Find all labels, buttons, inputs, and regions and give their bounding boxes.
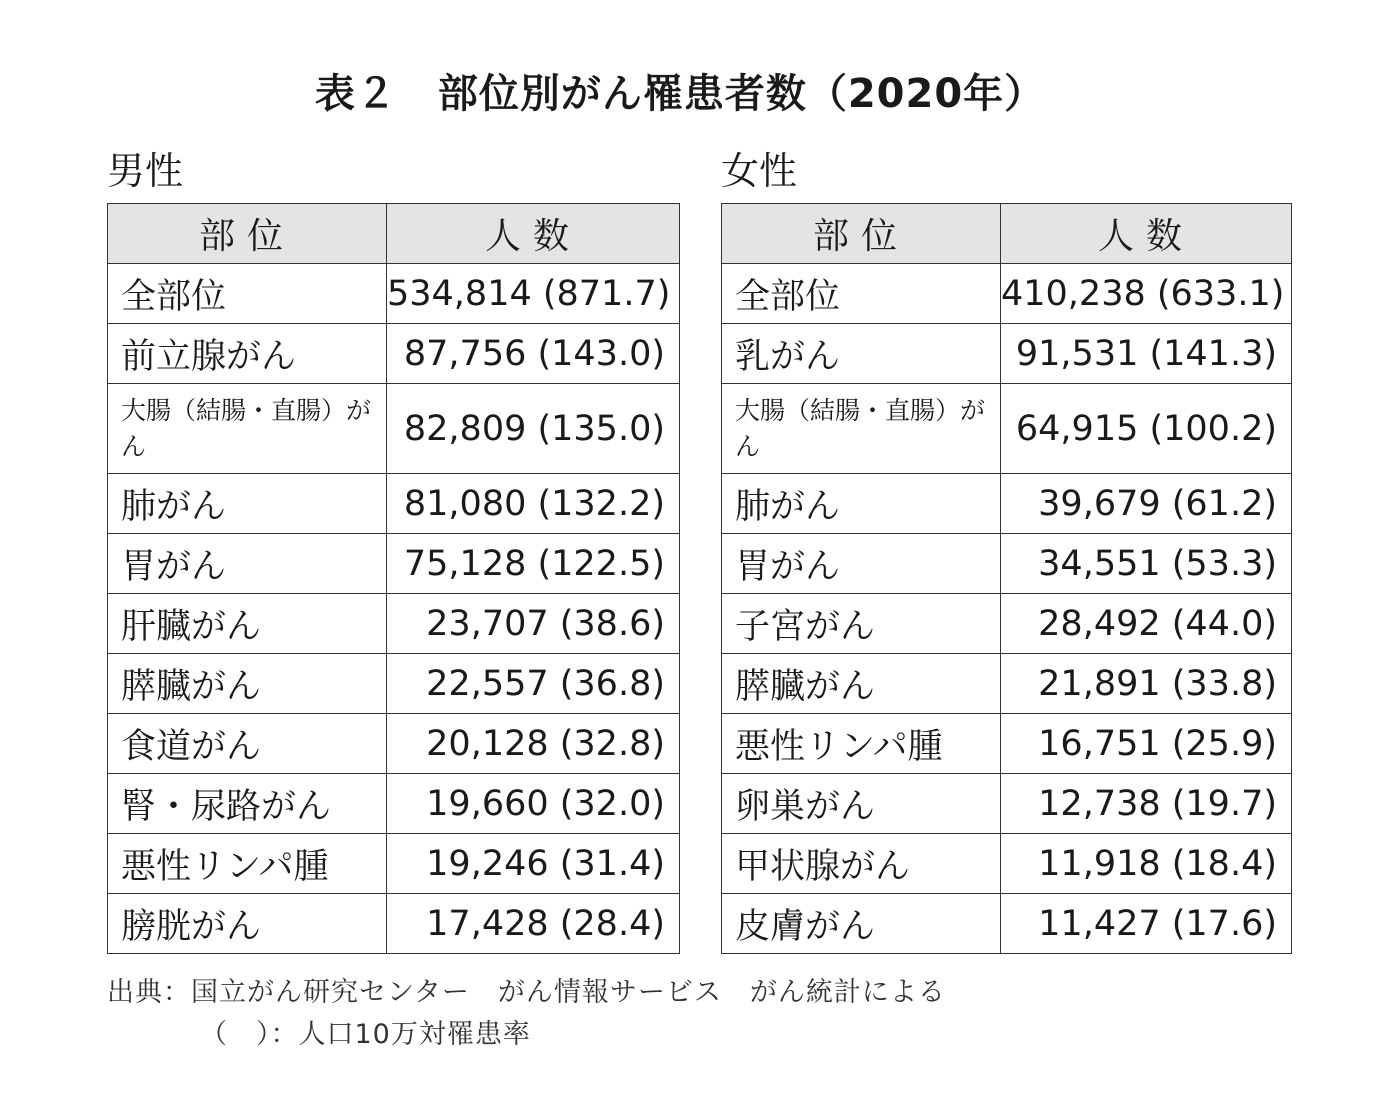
count-cell: 81,080 (132.2)	[387, 474, 680, 534]
site-cell: 食道がん	[108, 714, 387, 774]
count-cell: 410,238 (633.1)	[1001, 264, 1292, 324]
table-row	[108, 324, 680, 384]
count-cell: 19,246 (31.4)	[387, 834, 680, 894]
site-cell: 皮膚がん	[722, 894, 1001, 954]
source-citation: 出典：国立がん研究センター がん情報サービス がん統計による	[107, 977, 946, 1008]
female-table	[721, 203, 1292, 954]
count-cell: 87,756 (143.0)	[387, 324, 680, 384]
count-cell: 17,428 (28.4)	[387, 894, 680, 954]
table-row	[108, 594, 680, 654]
table-row	[108, 264, 680, 324]
site-cell	[722, 384, 1001, 474]
table-row	[722, 834, 1292, 894]
site-cell: 胃がん	[108, 534, 387, 594]
count-cell: 11,918 (18.4)	[1001, 834, 1292, 894]
table-row	[108, 384, 680, 474]
count-cell: 34,551 (53.3)	[1001, 534, 1292, 594]
site-cell: 肺がん	[108, 474, 387, 534]
table-header-row	[108, 204, 680, 264]
table-row	[722, 534, 1292, 594]
table-row	[108, 774, 680, 834]
count-cell: 64,915 (100.2)	[1001, 384, 1292, 474]
count-cell: 23,707 (38.6)	[387, 594, 680, 654]
table-row	[722, 714, 1292, 774]
site-cell: 乳がん	[722, 324, 1001, 384]
site-cell	[108, 384, 387, 474]
count-cell: 91,531 (141.3)	[1001, 324, 1292, 384]
table-row	[108, 714, 680, 774]
site-cell: 膵臓がん	[722, 654, 1001, 714]
count-cell: 19,660 (32.0)	[387, 774, 680, 834]
table-row	[108, 654, 680, 714]
count-cell: 21,891 (33.8)	[1001, 654, 1292, 714]
site-cell: 悪性リンパ腫	[108, 834, 387, 894]
count-cell: 16,751 (25.9)	[1001, 714, 1292, 774]
count-column-header: 人数	[387, 204, 680, 264]
site-cell-text: 大腸（結腸・直腸）がん	[121, 395, 372, 461]
site-cell: 腎・尿路がん	[108, 774, 387, 834]
table-row	[108, 534, 680, 594]
count-cell: 22,557 (36.8)	[387, 654, 680, 714]
site-cell: 肺がん	[722, 474, 1001, 534]
site-cell: 全部位	[722, 264, 1001, 324]
count-cell: 534,814 (871.7)	[387, 264, 680, 324]
male-section-label: 男性	[107, 149, 184, 193]
table-row	[722, 594, 1292, 654]
site-cell: 前立腺がん	[108, 324, 387, 384]
site-cell: 全部位	[108, 264, 387, 324]
table-row	[722, 384, 1292, 474]
table-row	[108, 474, 680, 534]
female-section-label: 女性	[721, 149, 798, 193]
footnote: （ ）：人口10万対罹患率	[200, 1019, 531, 1050]
count-cell: 82,809 (135.0)	[387, 384, 680, 474]
site-cell: 胃がん	[722, 534, 1001, 594]
table-row	[722, 774, 1292, 834]
table-header-row	[722, 204, 1292, 264]
count-cell: 28,492 (44.0)	[1001, 594, 1292, 654]
table-row	[108, 834, 680, 894]
table-row	[722, 324, 1292, 384]
site-column-header: 部位	[722, 204, 1001, 264]
site-cell: 子宮がん	[722, 594, 1001, 654]
male-table	[107, 203, 680, 954]
count-cell: 11,427 (17.6)	[1001, 894, 1292, 954]
site-cell: 甲状腺がん	[722, 834, 1001, 894]
site-cell: 膀胱がん	[108, 894, 387, 954]
count-cell: 12,738 (19.7)	[1001, 774, 1292, 834]
table-row	[722, 654, 1292, 714]
count-cell: 39,679 (61.2)	[1001, 474, 1292, 534]
table-row	[722, 894, 1292, 954]
count-cell: 20,128 (32.8)	[387, 714, 680, 774]
page-title: 表２ 部位別がん罹患者数（2020年）	[314, 71, 1046, 117]
site-cell: 肝臓がん	[108, 594, 387, 654]
count-cell: 75,128 (122.5)	[387, 534, 680, 594]
site-cell: 膵臓がん	[108, 654, 387, 714]
count-column-header: 人数	[1001, 204, 1292, 264]
site-column-header: 部位	[108, 204, 387, 264]
table-row	[722, 264, 1292, 324]
site-cell: 悪性リンパ腫	[722, 714, 1001, 774]
table-row	[722, 474, 1292, 534]
site-cell-text: 大腸（結腸・直腸）がん	[735, 395, 986, 461]
site-cell: 卵巣がん	[722, 774, 1001, 834]
table-row	[108, 894, 680, 954]
